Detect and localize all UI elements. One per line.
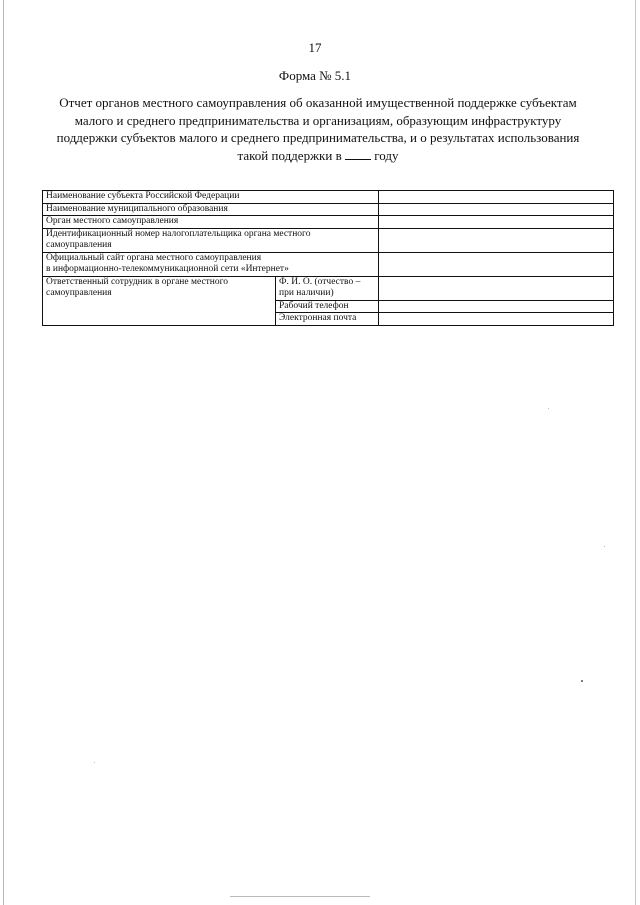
row-value-municipality-name[interactable] <box>379 203 614 216</box>
report-title <box>48 94 588 164</box>
form-table <box>42 190 614 326</box>
scan-speck <box>94 762 95 763</box>
table-row <box>43 191 614 204</box>
label-line: Идентификационный номер налогоплательщика органа местного <box>46 228 311 239</box>
form-title: Форма № 5.1 <box>278 68 352 83</box>
label-line: Официальный сайт органа местного самоуправления <box>46 252 262 263</box>
table-row <box>43 276 614 300</box>
year-blank-field[interactable] <box>345 149 371 160</box>
row-label-official-website <box>43 252 379 276</box>
row-value-taxpayer-id[interactable] <box>379 228 614 252</box>
row-label-local-authority: Орган местного самоуправления <box>43 216 379 229</box>
label-line: при наличии) <box>279 288 334 298</box>
page-edge-right <box>635 0 636 905</box>
scan-speck <box>604 546 605 547</box>
scan-speck <box>581 680 583 682</box>
row-value-official-website[interactable] <box>379 252 614 276</box>
label-line: самоуправления <box>46 288 112 298</box>
report-title-last-after: году <box>374 147 399 163</box>
row-label-subject-name: Наименование субъекта Российской Федерации <box>43 191 379 204</box>
row-value-local-authority[interactable] <box>379 216 614 229</box>
field-label-full-name <box>276 276 379 300</box>
row-label-responsible-employee <box>43 276 276 325</box>
table-row <box>43 252 614 276</box>
field-value-full-name[interactable] <box>379 276 614 300</box>
table-row <box>43 203 614 216</box>
field-label-work-phone: Рабочий телефон <box>276 300 379 313</box>
row-label-taxpayer-id <box>43 228 379 252</box>
label-line: Ответственный сотрудник в органе местного <box>46 276 229 287</box>
label-line: в информационно-телекоммуникационной сети «Интернет» <box>46 264 289 274</box>
field-value-email[interactable] <box>379 313 614 326</box>
report-title-line: Отчет органов местного самоуправления об оказанной имущественной поддержке субъектам <box>59 95 577 110</box>
table-row <box>43 216 614 229</box>
field-value-work-phone[interactable] <box>379 300 614 313</box>
scan-speck <box>548 408 549 409</box>
row-label-municipality-name: Наименование муниципального образования <box>43 203 379 216</box>
page-number: 17 <box>308 40 322 55</box>
report-title-line: поддержки субъектов малого и среднего предпринимательства, и о результатах использования <box>56 130 580 145</box>
row-value-subject-name[interactable] <box>379 191 614 204</box>
label-line: Ф. И. О. (отчество – <box>279 276 361 287</box>
label-line: самоуправления <box>46 240 112 250</box>
report-title-last-before: такой поддержки в <box>237 147 342 163</box>
table-row <box>43 228 614 252</box>
page-edge-left <box>3 0 4 905</box>
field-label-email: Электронная почта <box>276 313 379 326</box>
report-title-line: малого и среднего предпринимательства и организациям, образующим инфраструктуру <box>74 112 562 128</box>
scan-edge-line <box>230 896 370 897</box>
report-title-line <box>48 147 588 165</box>
